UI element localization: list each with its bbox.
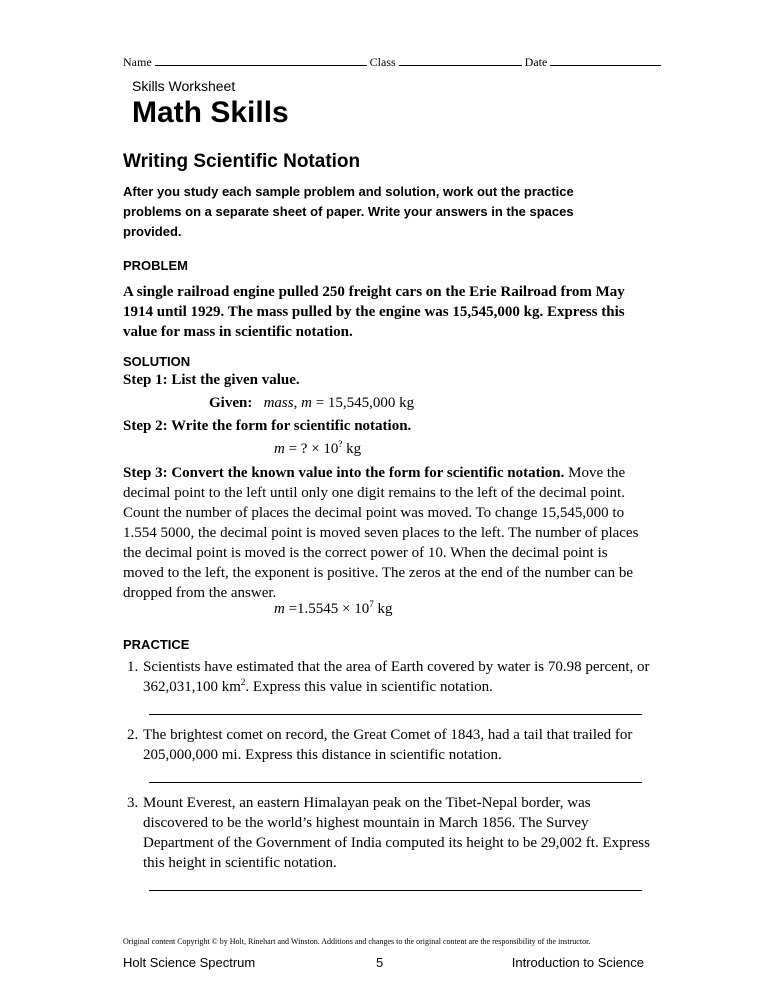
class-blank[interactable] (399, 54, 522, 66)
step2-title: Step 2: Write the form for scientific notation. (123, 418, 412, 434)
name-class-date-header (123, 54, 661, 70)
form-line (274, 441, 361, 458)
name-label: Name (123, 55, 152, 69)
footer-book-title: Holt Science Spectrum (123, 955, 256, 970)
instructions: After you study each sample problem and solution, work out the practice problems on a separate sheet of paper. Write your answers in the spaces provided. (123, 184, 574, 239)
answer-text: =1.5545 × 10 (284, 601, 370, 617)
form-unit: kg (342, 441, 362, 457)
copyright-notice: Original content Copyright © by Holt, Rinehart and Winston. Additions and changes to the original content are the responsibility of the instructor. (123, 937, 591, 946)
step3-title: Step 3: Convert the known value into the form for scientific notation. (123, 465, 565, 481)
given-label: Given: (209, 395, 253, 411)
answer-line-text (274, 601, 393, 618)
page-title: Math Skills (132, 96, 289, 129)
footer-chapter: Introduction to Science (511, 955, 644, 970)
practice-item-3 (123, 793, 653, 873)
date-label: Date (524, 55, 548, 69)
given-variable: mass, m (263, 395, 312, 411)
practice-text-3: Mount Everest, an eastern Himalayan peak on the Tibet-Nepal border, was discovered to be the world’s highest mountain in March 1856. The Survey Department of the Government of India computed its height to be 29,002 ft. Express this height in scientific notation. (143, 795, 650, 871)
step1-title: Step 1: List the given value. (123, 372, 300, 388)
practice-label: PRACTICE (123, 637, 190, 652)
practice-item-2 (123, 725, 653, 765)
problem-label: PROBLEM (123, 258, 188, 273)
date-blank[interactable] (550, 54, 661, 66)
practice-number-1: 1. (127, 659, 139, 675)
practice-sup-1: 2 (240, 677, 246, 687)
given-line (209, 395, 414, 412)
answer-blank-2[interactable] (149, 782, 642, 783)
answer-variable: m (274, 601, 285, 617)
step3-paragraph (123, 463, 651, 603)
practice-number-2: 2. (127, 727, 139, 743)
solution-label: SOLUTION (123, 354, 191, 369)
practice-text-1a: Scientists have estimated that the area of Earth covered by water is 70.98 percent, or 362,031,100 km (143, 659, 650, 695)
form-variable: m (274, 441, 285, 457)
form-text: = ? × 10 (284, 441, 339, 457)
answer-unit: kg (373, 601, 393, 617)
name-blank[interactable] (155, 54, 367, 66)
given-value: = 15,545,000 kg (311, 395, 415, 411)
answer-blank-3[interactable] (149, 890, 642, 891)
page-number: 5 (376, 955, 384, 970)
answer-exponent: 7 (369, 599, 374, 609)
worksheet-kicker: Skills Worksheet (132, 78, 236, 94)
practice-number-3: 3. (127, 795, 139, 811)
practice-item-1 (123, 657, 653, 697)
step3-text: Move the decimal point to the left until only one digit remains to the left of the decimal point. Count the number of places the decimal point was moved. To change 15,545,000 to 1.554 5000, the decimal point is moved seven places to the left. The number of places the decimal point is moved is the correct power of 10. When the decimal point is moved to the left, the exponent is positive. The zeros at the end of the number can be dropped from the answer. (123, 465, 639, 601)
practice-text-2: The brightest comet on record, the Great Comet of 1843, had a tail that trailed for 205,000,000 mi. Express this distance in scientific notation. (143, 727, 633, 763)
form-exponent: ? (338, 439, 343, 449)
class-label: Class (369, 55, 396, 69)
answer-blank-1[interactable] (149, 714, 642, 715)
problem-text: A single railroad engine pulled 250 freight cars on the Erie Railroad from May 1914 until 1929. The mass pulled by the engine was 15,545,000 kg. Express this value for mass in scientific notation. (123, 284, 625, 340)
practice-text-1b: . Express this value in scientific notation. (245, 679, 493, 695)
section-title: Writing Scientific Notation (123, 151, 361, 172)
